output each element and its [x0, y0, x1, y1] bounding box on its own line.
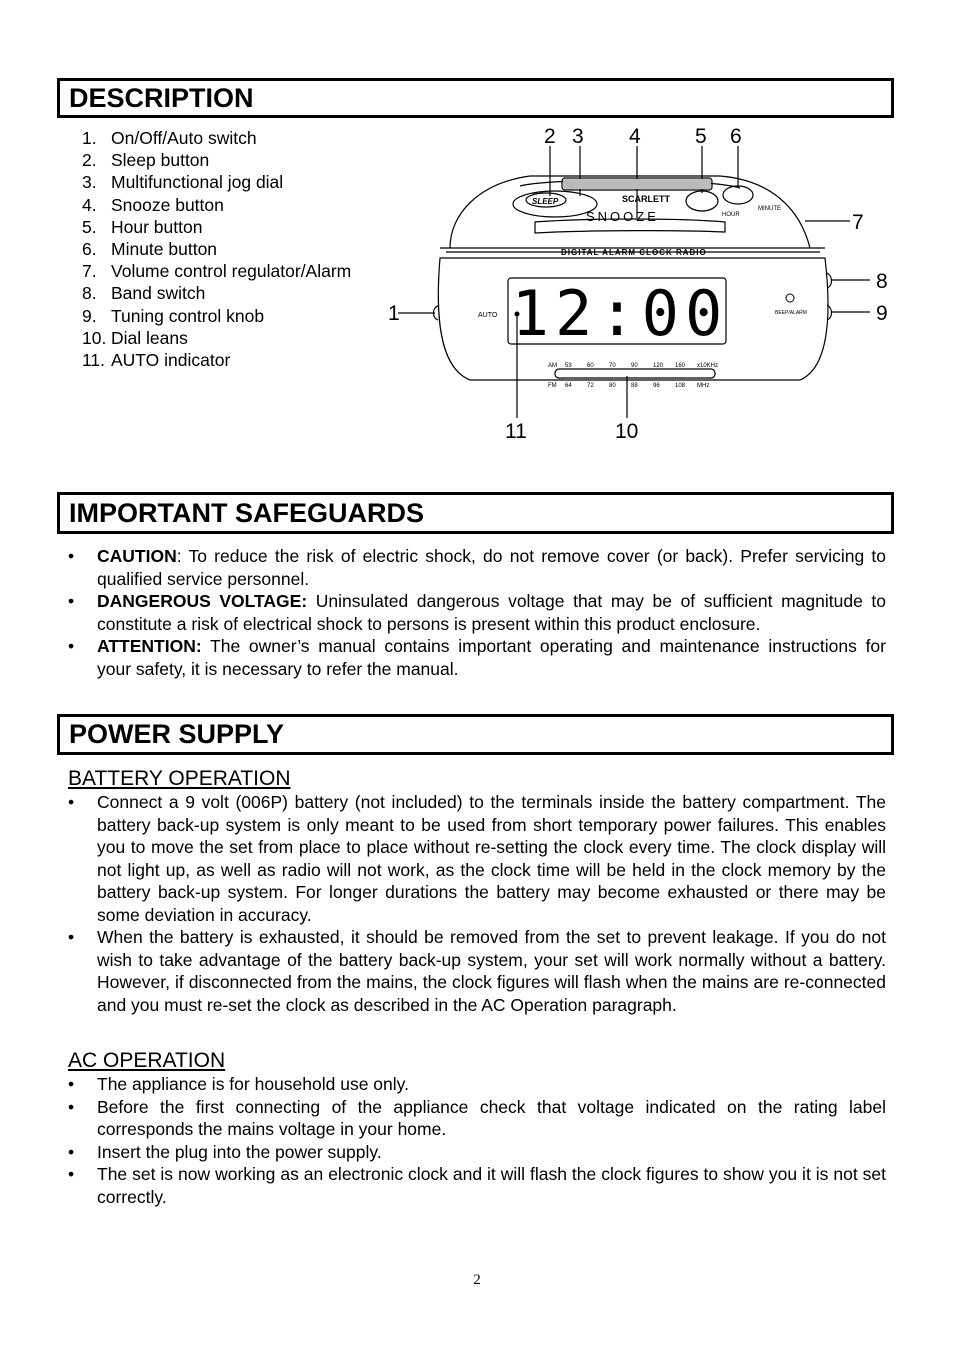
list-item: • Before the first connecting of the appliance check that voltage indicated on the rating label corresponds the mains voltage in your home. — [68, 1096, 886, 1141]
safeguards-list — [68, 545, 886, 680]
auto-label: AUTO — [478, 312, 498, 319]
scale-label: 96 — [653, 383, 660, 389]
list-item: 6. Minute button — [82, 239, 218, 260]
page-number: 2 — [473, 1272, 481, 1288]
scale-label: 72 — [587, 383, 594, 389]
alarm-mode-icon — [786, 294, 794, 302]
scale-label: 90 — [631, 363, 638, 369]
clock-radio-diagram — [380, 118, 900, 448]
description-heading — [57, 78, 894, 118]
hour-label: HOUR — [722, 212, 740, 218]
list-item: 5. Hour button — [82, 216, 203, 237]
scale-label: 88 — [631, 383, 638, 389]
ac-list — [68, 1073, 886, 1208]
battery-list — [68, 791, 886, 1016]
callout-2: 2 — [544, 125, 556, 148]
callout-7: 7 — [852, 211, 864, 234]
sleep-label: SLEEP — [532, 197, 559, 206]
list-item: • ATTENTION: The owner’s manual contains important operating and maintenance instructions for your safety, it is necessary to refer the manual. — [68, 635, 886, 680]
callout-3: 3 — [572, 125, 584, 148]
minute-label: MINUTE — [758, 206, 781, 212]
scale-label: MHz — [697, 383, 710, 389]
battery-section — [68, 768, 886, 1016]
description-list — [82, 127, 351, 371]
description-heading-text: DESCRIPTION — [69, 82, 254, 113]
callout-5: 5 — [695, 125, 707, 148]
ac-section — [68, 1050, 886, 1208]
list-item: • Connect a 9 volt (006P) battery (not included) to the terminals inside the battery compartment. The battery back-up system is only meant to be used from short temporary power failures. This enables you to move the set from place to place without re-setting the clock every time. The clock display will not light up, as well as radio will not work, as the clock time will be held in the clock memory by the battery back-up system. For longer durations the battery may become exhausted or there may be some deviation in accuracy. — [68, 791, 886, 926]
scale-label: 53 — [565, 363, 572, 369]
brand-label: SCARLETT — [622, 194, 670, 204]
scale-label: 80 — [609, 383, 616, 389]
battery-heading: BATTERY OPERATION — [68, 767, 291, 790]
safeguards-heading — [57, 492, 894, 534]
panel-title: DIGITAL ALARM CLOCK RADIO — [561, 248, 707, 257]
scale-label: 160 — [675, 363, 686, 369]
snooze-label: SNOOZE — [586, 209, 659, 224]
scale-label: 70 — [609, 363, 616, 369]
list-item: • DANGEROUS VOLTAGE: Uninsulated dangerous voltage that may be of sufficient magnitude to constitute a risk of electrical shock to persons is present within this product enclosure. — [68, 590, 886, 635]
list-item: 4. Snooze button — [82, 194, 224, 215]
fm-scale — [565, 383, 709, 389]
list-item: 2. Sleep button — [82, 150, 210, 171]
scale-label: 60 — [587, 363, 594, 369]
list-item: 8. Band switch — [82, 283, 206, 304]
callout-9: 9 — [876, 302, 888, 325]
list-item: 10. Dial leans — [82, 327, 188, 348]
list-item: • The set is now working as an electronic clock and it will flash the clock figures to show you it is not set correctly. — [68, 1163, 886, 1208]
list-item: • The appliance is for household use only. — [68, 1073, 886, 1096]
scale-label: 120 — [653, 363, 664, 369]
display-time: 12:00 — [511, 277, 729, 350]
am-scale — [565, 363, 718, 369]
scale-label: 64 — [565, 383, 572, 389]
callout-1: 1 — [388, 302, 400, 325]
list-item: 7. Volume control regulator/Alarm — [82, 261, 352, 282]
list-item: • Insert the plug into the power supply. — [68, 1141, 886, 1164]
callout-11: 11 — [505, 420, 527, 443]
scale-label: x10KHz — [697, 363, 719, 369]
list-item: 11. AUTO indicator — [82, 350, 231, 371]
list-item: • CAUTION: To reduce the risk of electric shock, do not remove cover (or back). Prefer servicing to qualified service personnel. — [68, 545, 886, 590]
list-item: 3. Multifunctional jog dial — [82, 172, 284, 193]
power-heading-text: POWER SUPPLY — [69, 719, 285, 749]
callout-6: 6 — [730, 125, 742, 148]
list-item: • When the battery is exhausted, it should be removed from the set to prevent leakage. If you do not wish to take advantage of the battery back-up system, your set will work normally without a battery. However, if disconnected from the mains, the clock figures will flash when the mains are re-connected and you must re-set the clock as described in the AC Operation paragraph. — [68, 926, 886, 1016]
speaker-grille — [563, 179, 711, 189]
list-item: 1. On/Off/Auto switch — [82, 128, 257, 148]
ac-heading: AC OPERATION — [68, 1049, 226, 1072]
am-label: AM — [548, 363, 557, 369]
callout-4: 4 — [629, 125, 641, 148]
safeguards-section — [68, 545, 886, 680]
callout-10: 10 — [615, 420, 639, 443]
scale-label: 108 — [675, 383, 686, 389]
alarm-mode-label: BEEP/ALARM — [775, 310, 807, 316]
list-item: 9. Tuning control knob — [82, 305, 265, 326]
safeguards-heading-text: IMPORTANT SAFEGUARDS — [69, 497, 424, 528]
callout-8: 8 — [876, 270, 888, 293]
power-heading — [57, 714, 894, 755]
fm-label: FM — [548, 383, 557, 389]
